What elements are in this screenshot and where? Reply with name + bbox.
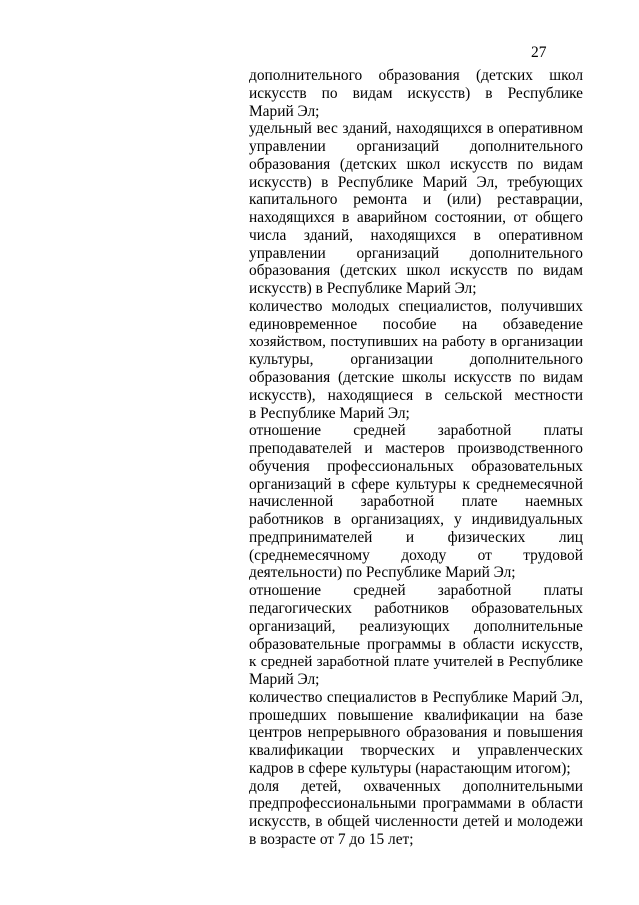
text-line: работников в организациях, у индивидуальных xyxy=(249,511,583,529)
text-line: педагогических работников образовательных xyxy=(249,599,583,617)
text-line: образовательные программы в области искусств, xyxy=(249,635,583,653)
text-line: в Республике Марий Эл; xyxy=(249,404,410,422)
text-line: числа зданий, находящихся в оперативном xyxy=(249,226,583,244)
text-line: капитального ремонта и (или) реставрации, xyxy=(249,191,583,209)
text-line: отношение средней заработной платы xyxy=(249,582,583,600)
text-line: начисленной заработной плате наемных xyxy=(249,493,583,511)
text-line: предпрофессиональными программами в области xyxy=(249,795,583,813)
text-line: находящихся в аварийном состоянии, от общего xyxy=(249,209,583,227)
text-line: деятельности) по Республике Марий Эл; xyxy=(249,564,516,582)
text-line: управлении организаций дополнительного xyxy=(249,244,583,262)
text-line: прошедших повышение квалификации на базе xyxy=(249,706,583,724)
text-line: организаций, реализующих дополнительные xyxy=(249,617,583,635)
text-line: искусств) в Республике Марий Эл; xyxy=(249,280,477,298)
text-line: (среднемесячному доходу от трудовой xyxy=(249,546,583,564)
text-line: управлении организаций дополнительного xyxy=(249,138,583,156)
text-line: доля детей, охваченных дополнительными xyxy=(249,777,583,795)
text-line: образования (детские школы искусств по видам xyxy=(249,369,583,387)
text-line: искусств) в Республике Марий Эл, требующих xyxy=(249,173,583,191)
page-number: 27 xyxy=(531,44,547,61)
text-line: культуры, организации дополнительного xyxy=(249,351,583,369)
text-line: обучения профессиональных образовательных xyxy=(249,457,583,475)
text-line: искусств), находящиеся в сельской местности xyxy=(249,386,583,404)
text-line: квалификации творческих и управленческих xyxy=(249,742,583,760)
text-line: в возрасте от 7 до 15 лет; xyxy=(249,830,414,848)
text-line: центров непрерывного образования и повышения xyxy=(249,724,583,742)
text-line: Марий Эл; xyxy=(249,102,320,120)
document-body xyxy=(249,67,583,849)
text-line: хозяйством, поступивших на работу в организации xyxy=(249,333,583,351)
text-line: искусств по видам искусств) в Республике xyxy=(249,84,583,102)
text-line: отношение средней заработной платы xyxy=(249,422,583,440)
text-line: образования (детских школ искусств по видам xyxy=(249,262,583,280)
text-line: кадров в сфере культуры (нарастающим итогом); xyxy=(249,759,571,777)
text-line: организаций в сфере культуры к среднемесячной xyxy=(249,475,583,493)
text-line: единовременное пособие на обзаведение xyxy=(249,315,583,333)
text-line: количество специалистов в Республике Марий Эл, xyxy=(249,688,583,706)
text-line: количество молодых специалистов, получивших xyxy=(249,297,583,315)
text-line: к средней заработной плате учителей в Республике xyxy=(249,653,583,671)
text-line: дополнительного образования (детских школ xyxy=(249,67,583,84)
text-line: предпринимателей и физических лиц xyxy=(249,528,583,546)
text-line: удельный вес зданий, находящихся в оперативном xyxy=(249,120,583,138)
text-line: преподавателей и мастеров производственного xyxy=(249,440,583,458)
text-line: искусств, в общей численности детей и молодежи xyxy=(249,813,583,831)
text-line: образования (детских школ искусств по видам xyxy=(249,155,583,173)
text-line: Марий Эл; xyxy=(249,671,320,689)
